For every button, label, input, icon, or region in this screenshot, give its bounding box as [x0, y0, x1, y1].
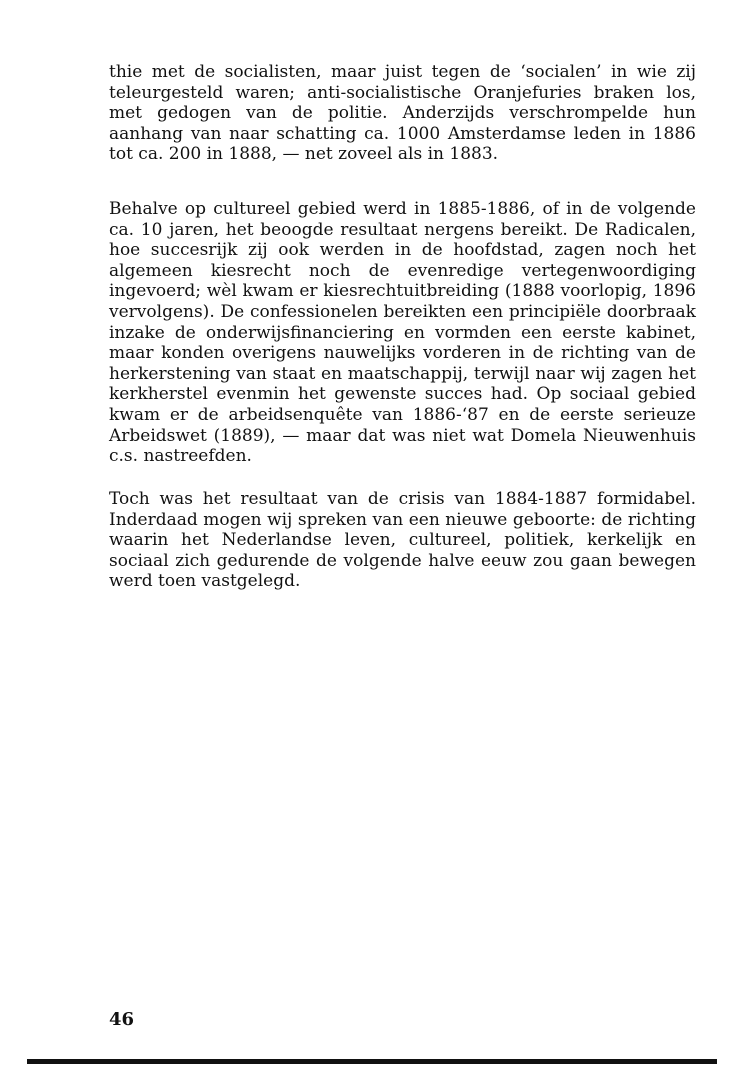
- paragraph-results: [109, 199, 696, 467]
- paragraph-text: thie met de socialisten, maar juist tegen de ‘socialen’ in wie zij teleurgesteld waren; anti-socialistische Oranjefuries braken los, met gedogen van de politie. Anderzijds verschrompelde hun aanhang van naar schatting ca. 1000 Amsterdamse leden in 1886 tot ca. 200 in 1888, — net zoveel als in 1883.: [109, 62, 696, 165]
- paragraph-conclusion: [109, 489, 696, 592]
- bottom-rule-divider: [27, 1059, 717, 1064]
- paragraph-text: Behalve op cultureel gebied werd in 1885-1886, of in de volgende ca. 10 jaren, het beoogde resultaat nergens bereikt. De Radicalen, hoe succesrijk zij ook werden in de hoofdstad, zagen noch het algemeen kiesrecht noch de evenredige vertegenwoordiging ingevoerd; wèl kwam er kiesrechtuitbreiding (1888 voorlopig, 1896 vervolgens). De confessionelen bereikten een principiële doorbraak inzake de onderwijsfinanciering en vormden een eerste kabinet, maar konden overigens nauwelijks vorderen in de richting van de herkerstening van staat en maatschappij, terwijl naar wij zagen het kerkherstel evenmin het gewenste succes had. Op sociaal gebied kwam er de arbeidsenquête van 1886-‘87 en de eerste serieuze Arbeidswet (1889), — maar dat was niet wat Domela Nieuwenhuis c.s. nastreefden.: [109, 199, 696, 467]
- page-number: 46: [109, 1009, 135, 1030]
- paragraph-continuation: [109, 62, 696, 165]
- paragraph-text: Toch was het resultaat van de crisis van 1884-1887 formidabel. Inderdaad mogen wij spreken van een nieuwe geboorte: de richting waarin het Nederlandse leven, cultureel, politiek, kerkelijk en sociaal zich gedurende de volgende halve eeuw zou gaan bewegen werd toen vastgelegd.: [109, 489, 696, 592]
